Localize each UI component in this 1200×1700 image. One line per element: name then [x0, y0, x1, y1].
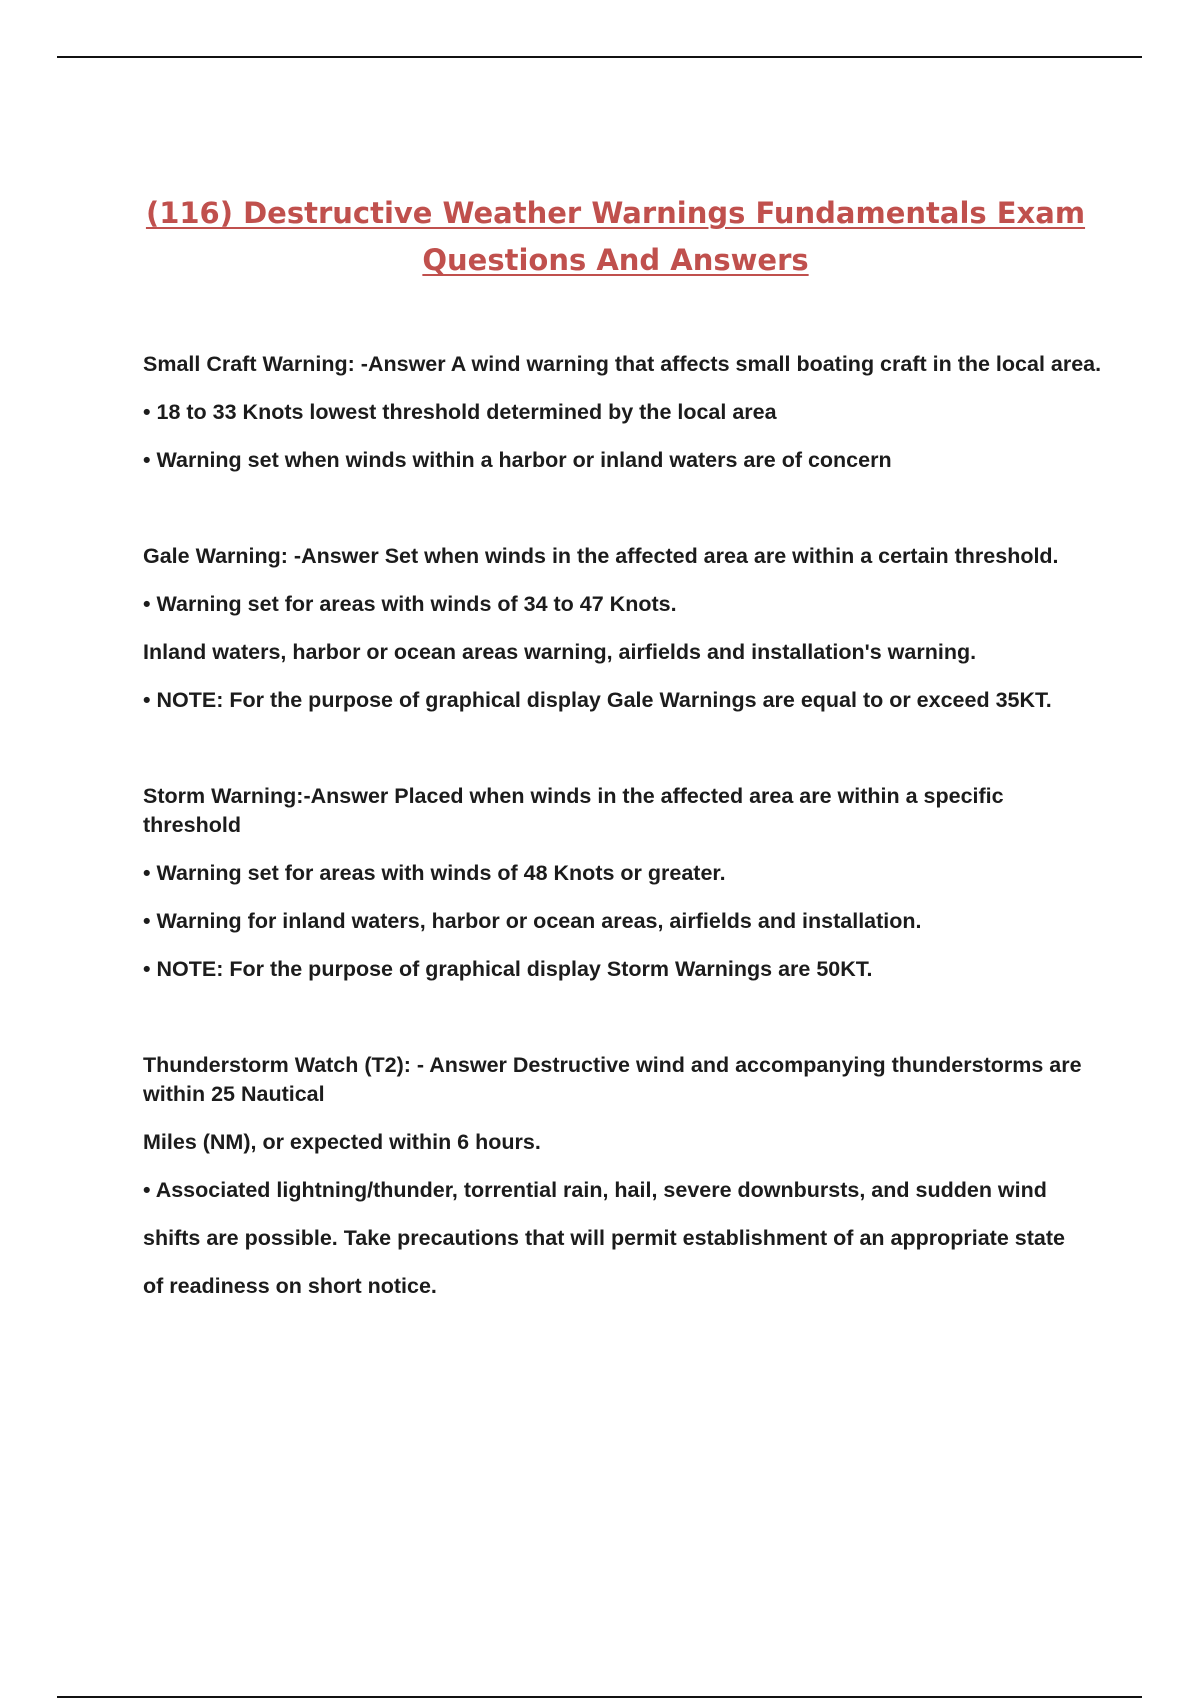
- question-answer: Small Craft Warning: -Answer A wind warning that affects small boating craft in the local area.: [143, 352, 1102, 376]
- bullet-item: • Warning set for areas with winds of 34 to 47 Knots.: [143, 592, 677, 616]
- body-paragraph: shifts are possible. Take precautions that will permit establishment of an appropriate state: [143, 1226, 1065, 1250]
- bullet-item: • NOTE: For the purpose of graphical display Storm Warnings are 50KT.: [143, 957, 873, 981]
- question-answer: Storm Warning:-Answer Placed when winds in the affected area are within a specific threshold: [143, 784, 1004, 837]
- body-paragraph: Inland waters, harbor or ocean areas warning, airfields and installation's warning.: [143, 640, 977, 664]
- document-title: [57, 190, 1174, 284]
- question-answer: Thunderstorm Watch (T2): - Answer Destructive wind and accompanying thunderstorms are within 25 Nautical: [143, 1053, 1082, 1106]
- body-paragraph: Miles (NM), or expected within 6 hours.: [143, 1130, 541, 1154]
- bottom-rule: [57, 1696, 1142, 1698]
- body-paragraph: of readiness on short notice.: [143, 1274, 437, 1298]
- top-rule: [57, 56, 1142, 58]
- bullet-item: • NOTE: For the purpose of graphical display Gale Warnings are equal to or exceed 35KT.: [143, 688, 1052, 712]
- bullet-item: • Associated lightning/thunder, torrential rain, hail, severe downbursts, and sudden wind: [143, 1178, 1047, 1202]
- title-line-2: Questions And Answers: [422, 243, 809, 277]
- bullet-item: • 18 to 33 Knots lowest threshold determined by the local area: [143, 400, 777, 424]
- question-answer: Gale Warning: -Answer Set when winds in the affected area are within a certain threshold.: [143, 544, 1059, 568]
- bullet-item: • Warning for inland waters, harbor or ocean areas, airfields and installation.: [143, 909, 922, 933]
- section-gale-warning: [143, 542, 1103, 715]
- bullet-item: • Warning set when winds within a harbor or inland waters are of concern: [143, 448, 892, 472]
- section-thunderstorm-watch: [143, 1051, 1103, 1301]
- bullet-item: • Warning set for areas with winds of 48 Knots or greater.: [143, 861, 726, 885]
- document-body: [143, 350, 1103, 1368]
- section-storm-warning: [143, 782, 1103, 984]
- title-line-1: (116) Destructive Weather Warnings Fundamentals Exam: [145, 196, 1086, 230]
- section-small-craft-warning: [143, 350, 1103, 475]
